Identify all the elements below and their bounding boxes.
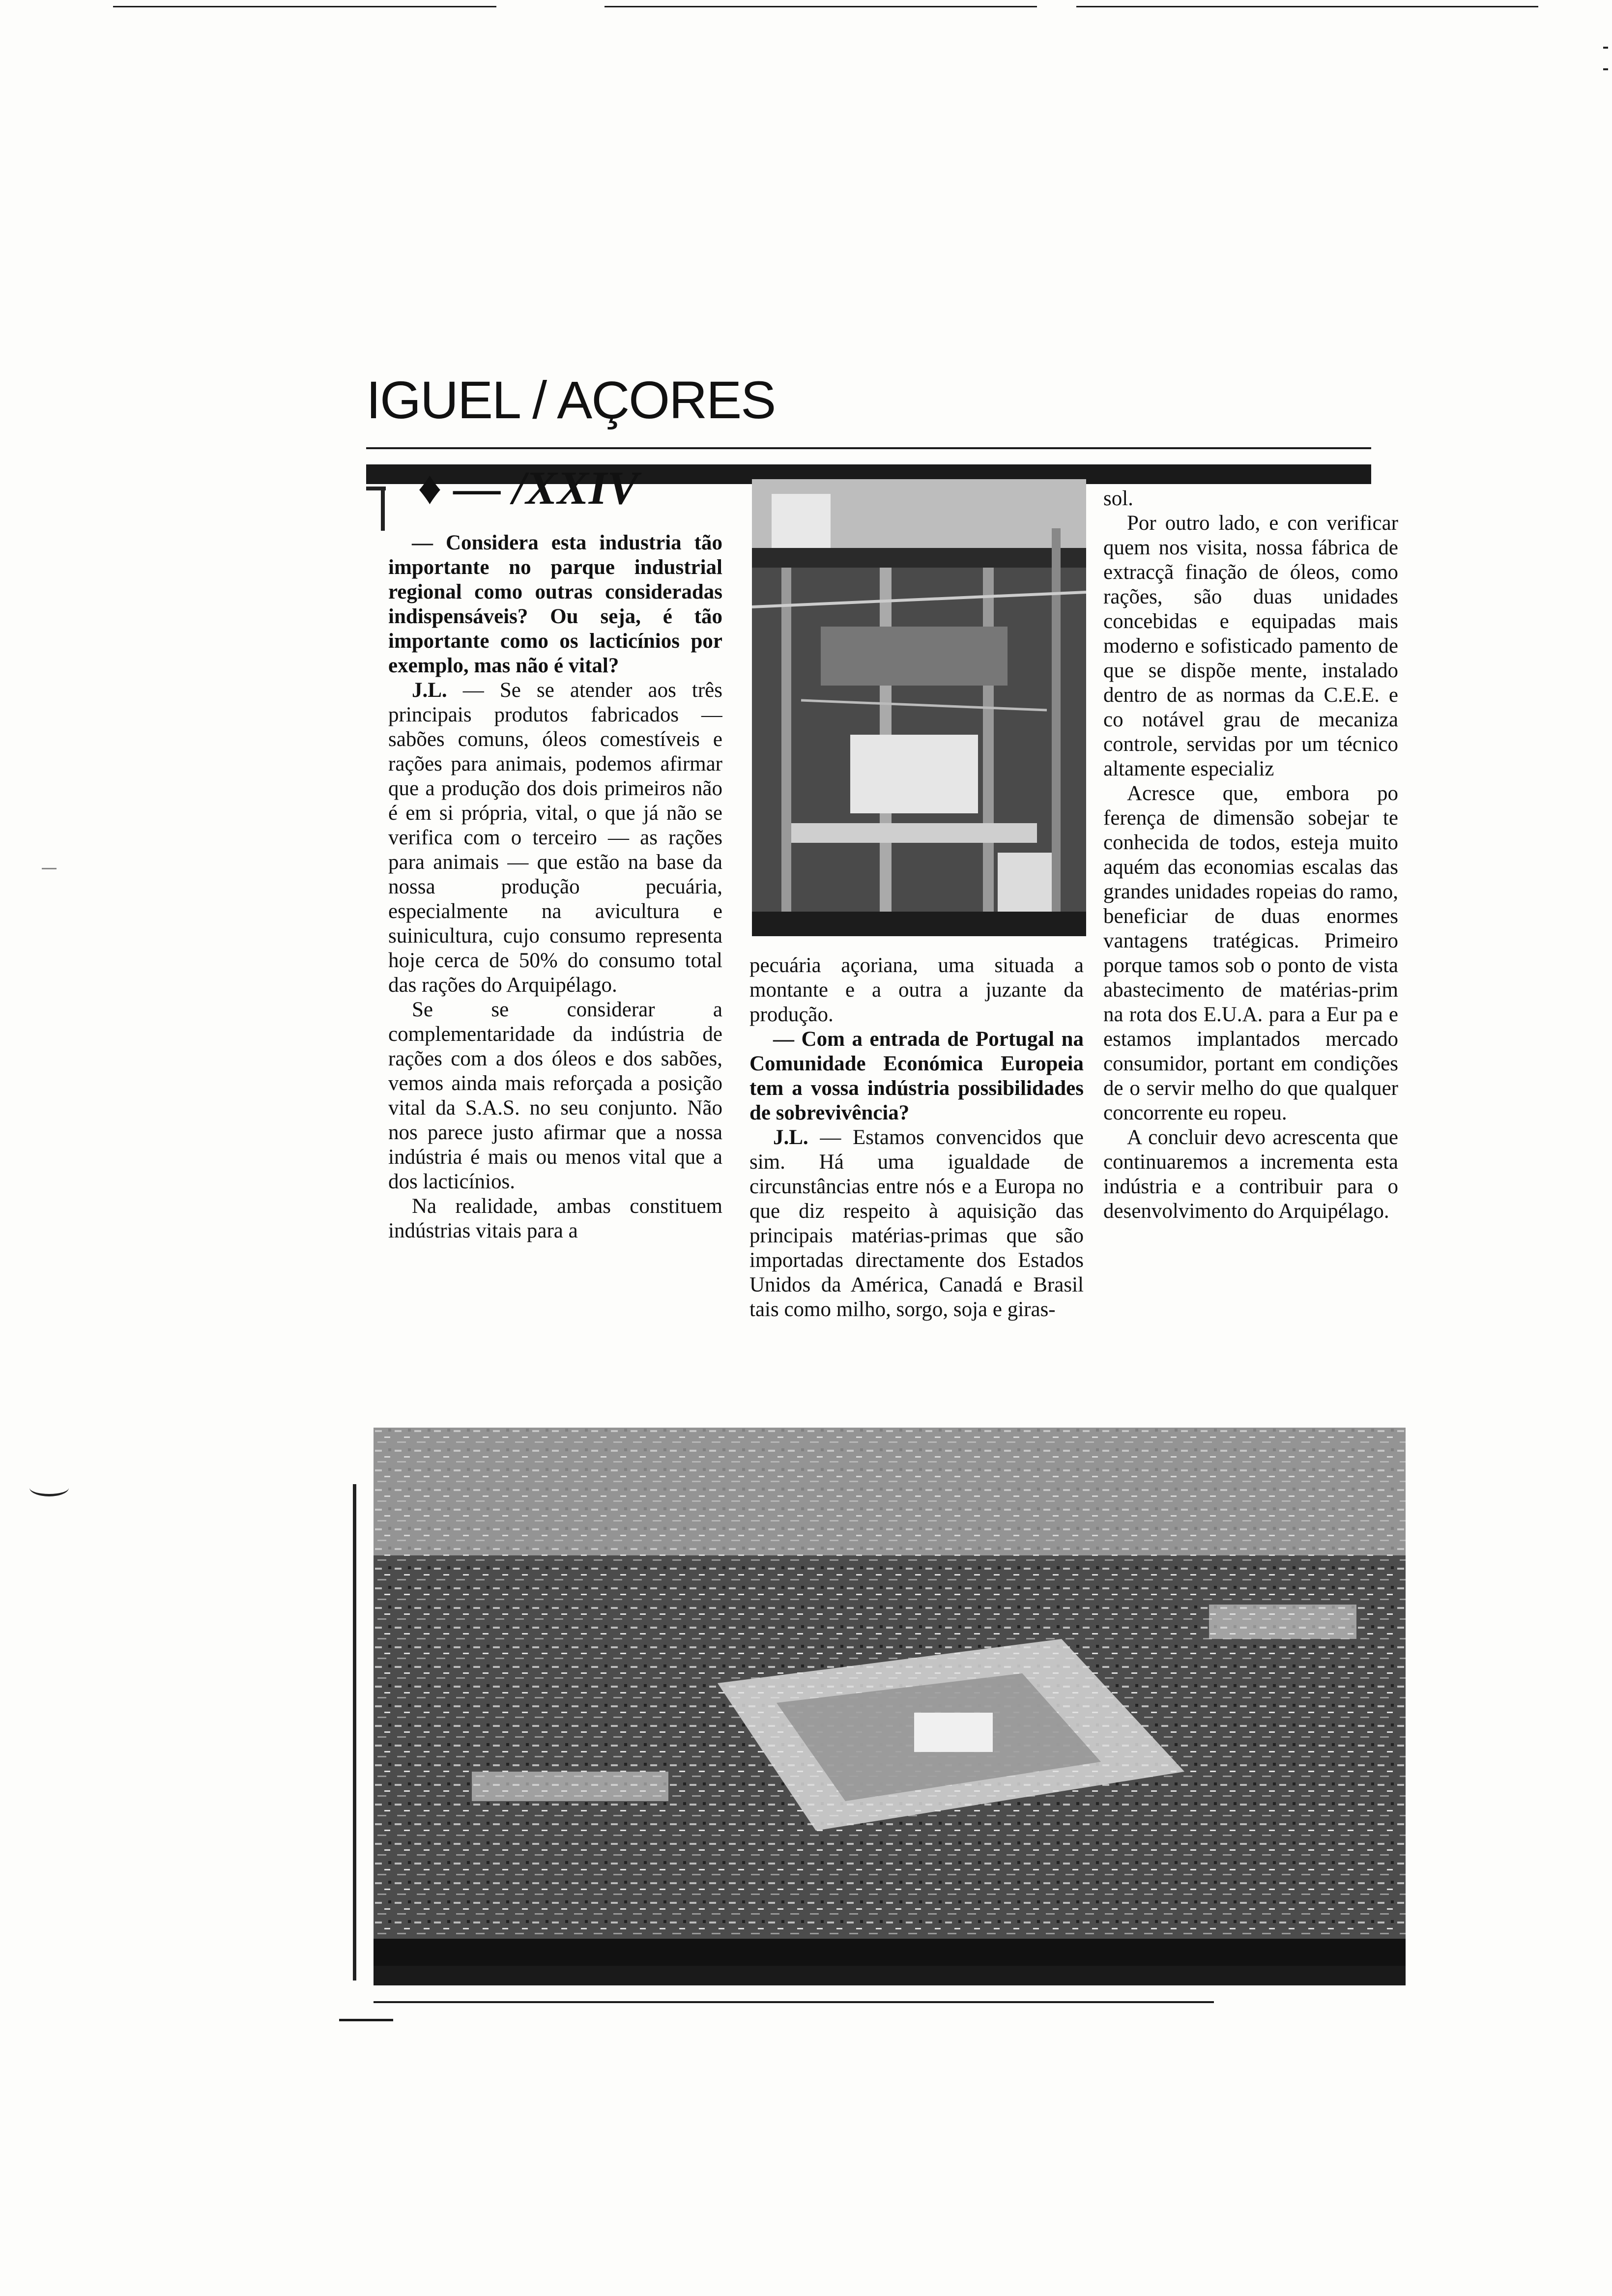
margin-bar-left: [353, 1484, 356, 1980]
paragraph: pecuária açoriana, uma situada a montante e a outra a juzante da produção.: [749, 954, 1084, 1026]
article-column-3: [1103, 487, 1398, 1410]
handwritten-mark: ♦ — /XXIV: [418, 461, 639, 514]
margin-curl: [29, 1479, 69, 1496]
speaker-initials: J.L.: [412, 679, 447, 702]
margin-tick: [42, 865, 57, 869]
scan-top-line-right: [1076, 6, 1538, 7]
interview-question-2: — Com a entrada de Portugal na Comunidade Económica Europeia tem a vossa indústria possibilidades de sobrevivência?: [749, 1028, 1084, 1124]
paragraph: A concluir devo acrescenta que continuaremos a incrementa esta indústria e a contribuir para o desenvolvimento do Arquipélago.: [1103, 1126, 1398, 1223]
speaker-initials: J.L.: [773, 1126, 808, 1149]
aerial-factory-photo: [374, 1428, 1406, 1966]
scan-top-line-mid: [604, 6, 1037, 7]
factory-interior-photo: [752, 479, 1086, 936]
factory-interior-image: [752, 479, 1086, 936]
footer-rule-thick: [374, 1966, 1406, 1985]
answer-text: — Estamos convencidos que sim. Há uma igualdade de circunstâncias entre nós e a Europa no que diz respeito à aquisição das principais matérias-primas que são importadas directamente dos Estados Unidos da América, Canadá e Brasil tais como milho, sorgo, soja e giras-: [749, 1126, 1084, 1321]
article-column-2: [749, 953, 1084, 1396]
answer-text: — Se se atender aos três principais produtos fabricados — sabões comuns, óleos comestíveis e rações para animais, podemos afirmar que a produção dos dois primeiros não é em si própria, vital, o que já não se verifica com o terceiro — as rações para animais — que estão na base da nossa produção pecuária, especialmente na avicultura e suinicultura, cujo consumo representa hoje cerca de 50% do consumo total das rações do Arquipélago.: [388, 679, 722, 997]
paragraph: sol.: [1103, 487, 1133, 510]
scan-edge-mark: [1603, 47, 1608, 70]
footer-rule-left-stub: [339, 2019, 393, 2021]
paragraph: Na realidade, ambas constituem indústrias vitais para a: [388, 1195, 722, 1242]
interview-question-1: — Considera esta industria tão importante no parque industrial regional como outras consideradas indispensáveis? Ou seja, é tão importante como os lacticínios por exemplo, mas não é vital?: [388, 531, 722, 677]
paragraph: Se se considerar a complementaridade da indústria de rações com a dos óleos e dos sabões, vemos ainda mais reforçada a posição vital da S.A.S. no seu conjunto. Não nos parece justo afirmar que a nossa indústria é mais ou menos vital que a dos lacticínios.: [388, 998, 722, 1193]
scan-top-line-left: [113, 6, 496, 7]
header-rule-thin: [366, 447, 1371, 449]
aerial-view-image: [374, 1428, 1406, 1966]
section-header: IGUEL / AÇORES: [366, 370, 776, 430]
article-column-1: [388, 531, 722, 1391]
footer-rule-thin: [374, 2001, 1214, 2003]
left-bracket-vertical: [381, 487, 385, 531]
paragraph: Por outro lado, e con verificar quem nos visita, nossa fábrica de extracçã finação de óleos, como rações, são duas unidades concebidas e equipadas mais moderno e sofisticado pamento de que se dispõe mente, instalado dentro de as normas da C.E.E. e co notável grau de mecaniza controle, servidas por um técnico altamente especializ: [1103, 512, 1398, 780]
paragraph: Acresce que, embora po ferença de dimensão sobejar te conhecida de todos, esteja muito aquém das economias escalas das grandes unidades ropeias do ramo, beneficiar de duas enormes vantagens tratégicas. Primeiro porque tamos sob o ponto de vista abastecimento de matérias-prim na rota dos E.U.A. para a Eur pa e estamos implantados mercado consumidor, portant em condições de o servir melho do que qualquer concorrente eu ropeu.: [1103, 782, 1398, 1124]
